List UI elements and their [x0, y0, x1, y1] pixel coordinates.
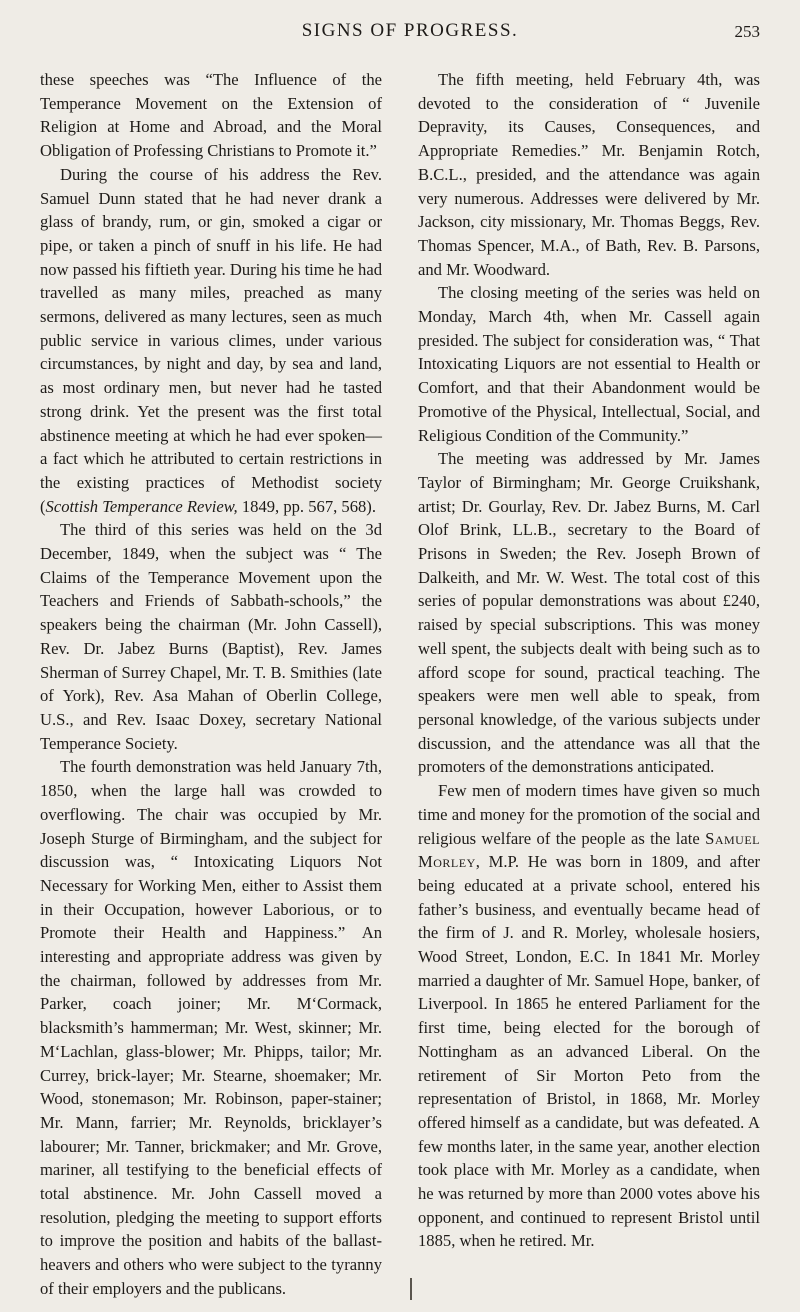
margin-bracket-mark	[410, 1278, 412, 1300]
page-number: 253	[734, 22, 760, 41]
right-column	[418, 68, 760, 1253]
citation-title: Scottish Temperance Review,	[45, 496, 238, 516]
paragraph-samuel-morley	[418, 779, 760, 1253]
paragraph-text: Few men of modern times have given so much time and money for the promotion of the social and religious welfare of the people as the late	[418, 781, 760, 848]
paragraph-third-meeting: The third of this series was held on the 3d December, 1849, when the subject was “ The Claims of the Temperance Movement upon the Teachers and Friends of Sabbath-schools,” the speakers being the chairman (Mr. John Cassell), Rev. Dr. Jabez Burns (Baptist), Rev. James Sherman of Surrey Chapel, Mr. T. B. Smithies (late of York), Rev. Asa Mahan of Oberlin College, U.S., and Rev. Isaac Doxey, secretary National Temperance Society.	[40, 520, 382, 753]
paragraph-speakers: The meeting was addressed by Mr. James Taylor of Birmingham; Mr. George Cruikshank, artist; Dr. Gourlay, Rev. Dr. Jabez Burns, M. Carl Olof Brink, LL.B., secretary to the Board of Prisons in Sweden; the Rev. Joseph Brown of Dalkeith, and Mr. W. West. The total cost of this series of popular demonstrations was about £240, raised by special subscriptions. This was money well spent, the subjects dealt with being such as to afford scope for sound, practical teaching. The speakers were men well able to speak, from personal knowledge, of the various subjects under discussion, and the attendance was all that the promoters of the demonstrations anticipated.	[418, 449, 760, 777]
paragraph-closing-meeting: The closing meeting of the series was held on Monday, March 4th, when Mr. Cassell again presided. The subject for consideration was, “ That Intoxicating Liquors are not essential to Health or Comfort, and that their Abandonment would be Promotive of the Physical, Intellectual, Social, and Religious Condition of the Community.”	[418, 283, 760, 445]
paragraph-dunn-address	[40, 163, 382, 519]
paragraph-fifth-meeting: The fifth meeting, held February 4th, was devoted to the consideration of “ Juvenile Depravity, its Causes, Consequences, and Appropriate Remedies.” Mr. Benjamin Rotch, B.C.L., presided, and the attendance was again very numerous. Addresses were delivered by Mr. Jackson, city missionary, Mr. Thomas Beggs, Rev. Thomas Spencer, M.A., of Bath, Rev. B. Parsons, and Mr. Woodward.	[418, 70, 760, 279]
person-name: Samuel Morley	[418, 828, 760, 872]
citation-pages: 1849, pp. 567, 568).	[237, 496, 376, 516]
paragraph-text: During the course of his address the Rev. Samuel Dunn stated that he had never drank a glass of brandy, rum, or gin, smoked a cigar or pipe, or taken a pinch of snuff in his life. He had now passed his fiftieth year. During his time he had travelled as many miles, preached as many sermons, delivered as many lectures, seen as much public service in various climes, under various circumstances, by night and day, by sea and land, as most ordinary men, but never had he tasted strong drink. Yet the present was the first total abstinence meeting at which he had ever spoken—a fact which he attributed to certain restrictions in the existing practices of Methodist society (	[40, 164, 382, 516]
left-column	[40, 68, 382, 1301]
running-title: SIGNS OF PROGRESS.	[301, 20, 519, 41]
paragraph-fourth-meeting: The fourth demonstration was held January 7th, 1850, when the large hall was crowded to overflowing. The chair was occupied by Mr. Joseph Sturge of Birmingham, and the subject for discussion was, “ Intoxicating Liquors Not Necessary for Working Men, either to Assist them in their Occupation, however Laborious, or to Promote their Health and Happiness.” An interesting and appropriate address was given by the chairman, followed by addresses from Mr. Parker, coach joiner; Mr. M‘Cormack, blacksmith’s hammerman; Mr. West, skinner; Mr. M‘Lachlan, glass-blower; Mr. Phipps, tailor; Mr. Currey, brick-layer; Mr. Stearne, shoemaker; Mr. Wood, stonemason; Mr. Robinson, paper-stainer; Mr. Mann, farrier; Mr. Reynolds, bricklayer’s labourer; Mr. Tanner, brickmaker; and Mr. Grove, mariner, all testifying to the beneficial effects of total abstinence. Mr. John Cassell moved a resolution, pledging the meeting to support efforts to improve the position and habits of the ballast-heavers and others who were subject to the tyranny of their employers and the publicans.	[40, 757, 382, 1298]
paragraph-text: , M.P. He was born in 1809, and after being educated at a private school, entered his father’s business, and eventually became head of the firm of J. and R. Morley, wholesale hosiers, Wood Street, London, E.C. In 1841 Mr. Morley married a daughter of Mr. Samuel Hope, banker, of Liverpool. In 1865 he entered Parliament for the first time, being elected for the borough of Nottingham as an advanced Liberal. On the retirement of Sir Morton Peto from the representation of Bristol, in 1868, Mr. Morley offered himself as a candidate, but was defeated. A few months later, in the same year, another election took place with Mr. Morley as a candidate, when he was returned by more than 2000 votes above his opponent, and continued to represent Bristol until 1885, when he retired. Mr.	[418, 852, 760, 1251]
running-head	[60, 20, 760, 54]
paragraph-continued: these speeches was “The Influence of the Temperance Movement on the Extension of Religion at Home and Abroad, and the Moral Obligation of Professing Christians to Promote it.”	[40, 70, 382, 161]
